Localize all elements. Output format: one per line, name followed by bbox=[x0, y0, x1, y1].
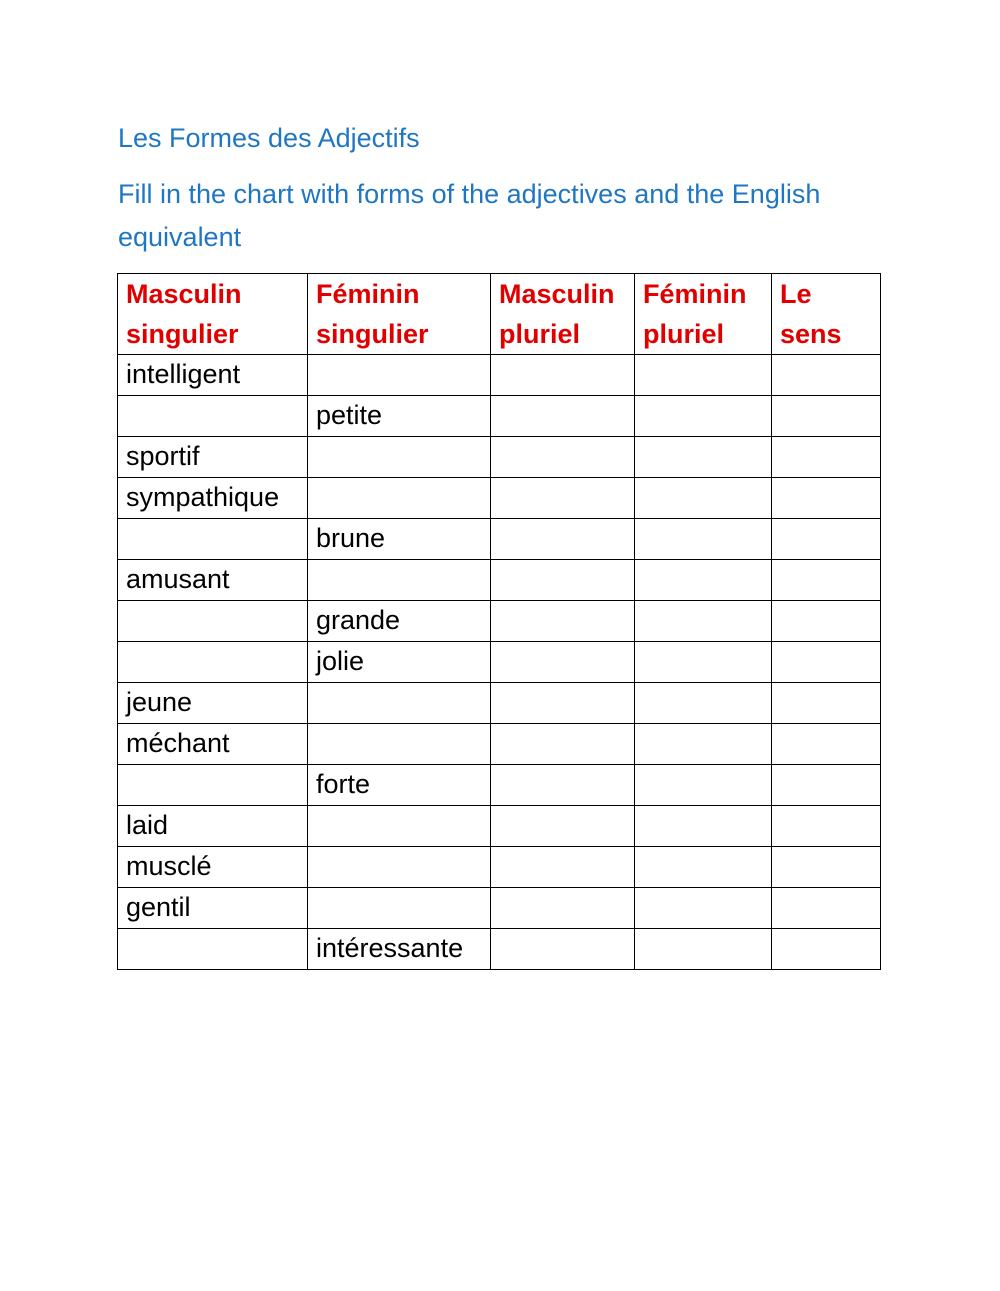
cell-masculin-singulier[interactable] bbox=[118, 519, 308, 560]
table-row bbox=[118, 642, 881, 683]
cell-feminin-singulier[interactable] bbox=[308, 806, 491, 847]
adjective-forms-table bbox=[117, 273, 881, 970]
cell-feminin-singulier: petite bbox=[308, 396, 491, 437]
cell-feminin-singulier[interactable] bbox=[308, 560, 491, 601]
cell-le-sens[interactable] bbox=[772, 601, 881, 642]
table-row bbox=[118, 765, 881, 806]
cell-feminin-pluriel[interactable] bbox=[635, 560, 772, 601]
cell-feminin-pluriel[interactable] bbox=[635, 396, 772, 437]
header-feminin-pluriel: Féminin pluriel bbox=[635, 274, 772, 355]
table-row bbox=[118, 478, 881, 519]
cell-masculin-pluriel[interactable] bbox=[491, 560, 635, 601]
cell-feminin-pluriel[interactable] bbox=[635, 888, 772, 929]
instructions-text: Fill in the chart with forms of the adjectives and the English equivalent bbox=[118, 179, 821, 252]
cell-masculin-singulier[interactable] bbox=[118, 765, 308, 806]
cell-masculin-singulier: méchant bbox=[118, 724, 308, 765]
table-row bbox=[118, 519, 881, 560]
table-row bbox=[118, 929, 881, 970]
cell-feminin-pluriel[interactable] bbox=[635, 765, 772, 806]
table-row bbox=[118, 437, 881, 478]
table-header-row bbox=[118, 274, 881, 355]
cell-le-sens[interactable] bbox=[772, 847, 881, 888]
cell-feminin-singulier: brune bbox=[308, 519, 491, 560]
cell-masculin-pluriel[interactable] bbox=[491, 847, 635, 888]
cell-masculin-singulier: sportif bbox=[118, 437, 308, 478]
table-row bbox=[118, 601, 881, 642]
cell-masculin-singulier: amusant bbox=[118, 560, 308, 601]
cell-le-sens[interactable] bbox=[772, 642, 881, 683]
cell-le-sens[interactable] bbox=[772, 478, 881, 519]
cell-feminin-singulier[interactable] bbox=[308, 888, 491, 929]
cell-feminin-singulier[interactable] bbox=[308, 437, 491, 478]
cell-le-sens[interactable] bbox=[772, 519, 881, 560]
cell-feminin-pluriel[interactable] bbox=[635, 519, 772, 560]
cell-le-sens[interactable] bbox=[772, 888, 881, 929]
cell-feminin-singulier[interactable] bbox=[308, 683, 491, 724]
header-le-sens: Le sens bbox=[772, 274, 881, 355]
header-masculin-singulier: Masculin singulier bbox=[118, 274, 308, 355]
cell-masculin-pluriel[interactable] bbox=[491, 888, 635, 929]
cell-feminin-singulier: jolie bbox=[308, 642, 491, 683]
cell-feminin-pluriel[interactable] bbox=[635, 437, 772, 478]
cell-feminin-singulier: intéressante bbox=[308, 929, 491, 970]
cell-masculin-pluriel[interactable] bbox=[491, 355, 635, 396]
cell-feminin-pluriel[interactable] bbox=[635, 806, 772, 847]
cell-feminin-pluriel[interactable] bbox=[635, 929, 772, 970]
cell-feminin-singulier[interactable] bbox=[308, 847, 491, 888]
cell-feminin-pluriel[interactable] bbox=[635, 355, 772, 396]
cell-feminin-pluriel[interactable] bbox=[635, 847, 772, 888]
cell-masculin-pluriel[interactable] bbox=[491, 642, 635, 683]
cell-masculin-singulier[interactable] bbox=[118, 396, 308, 437]
cell-feminin-singulier[interactable] bbox=[308, 355, 491, 396]
cell-masculin-pluriel[interactable] bbox=[491, 765, 635, 806]
cell-le-sens[interactable] bbox=[772, 683, 881, 724]
cell-masculin-singulier: laid bbox=[118, 806, 308, 847]
table-row bbox=[118, 355, 881, 396]
cell-feminin-pluriel[interactable] bbox=[635, 478, 772, 519]
header-feminin-singulier: Féminin singulier bbox=[308, 274, 491, 355]
cell-le-sens[interactable] bbox=[772, 560, 881, 601]
cell-feminin-pluriel[interactable] bbox=[635, 601, 772, 642]
cell-masculin-pluriel[interactable] bbox=[491, 601, 635, 642]
table-row bbox=[118, 560, 881, 601]
cell-feminin-singulier[interactable] bbox=[308, 724, 491, 765]
table-row bbox=[118, 724, 881, 765]
cell-masculin-singulier: musclé bbox=[118, 847, 308, 888]
cell-le-sens[interactable] bbox=[772, 765, 881, 806]
table-row bbox=[118, 683, 881, 724]
cell-masculin-pluriel[interactable] bbox=[491, 396, 635, 437]
table-row bbox=[118, 806, 881, 847]
cell-feminin-pluriel[interactable] bbox=[635, 724, 772, 765]
cell-le-sens[interactable] bbox=[772, 396, 881, 437]
table-row bbox=[118, 888, 881, 929]
page-title: Les Formes des Adjectifs bbox=[118, 123, 420, 153]
cell-masculin-singulier[interactable] bbox=[118, 929, 308, 970]
cell-feminin-pluriel[interactable] bbox=[635, 642, 772, 683]
cell-masculin-pluriel[interactable] bbox=[491, 683, 635, 724]
cell-le-sens[interactable] bbox=[772, 724, 881, 765]
table-row bbox=[118, 396, 881, 437]
cell-masculin-singulier[interactable] bbox=[118, 601, 308, 642]
table-row bbox=[118, 847, 881, 888]
cell-masculin-singulier[interactable] bbox=[118, 642, 308, 683]
cell-masculin-singulier: sympathique bbox=[118, 478, 308, 519]
cell-feminin-singulier: grande bbox=[308, 601, 491, 642]
cell-feminin-singulier[interactable] bbox=[308, 478, 491, 519]
cell-masculin-pluriel[interactable] bbox=[491, 929, 635, 970]
cell-masculin-singulier: intelligent bbox=[118, 355, 308, 396]
header-masculin-pluriel: Masculin pluriel bbox=[491, 274, 635, 355]
cell-le-sens[interactable] bbox=[772, 437, 881, 478]
cell-masculin-pluriel[interactable] bbox=[491, 437, 635, 478]
cell-masculin-pluriel[interactable] bbox=[491, 806, 635, 847]
cell-le-sens[interactable] bbox=[772, 929, 881, 970]
cell-masculin-singulier: jeune bbox=[118, 683, 308, 724]
cell-feminin-pluriel[interactable] bbox=[635, 683, 772, 724]
cell-masculin-pluriel[interactable] bbox=[491, 519, 635, 560]
cell-le-sens[interactable] bbox=[772, 806, 881, 847]
cell-feminin-singulier: forte bbox=[308, 765, 491, 806]
table-body bbox=[118, 355, 881, 970]
cell-masculin-pluriel[interactable] bbox=[491, 724, 635, 765]
cell-le-sens[interactable] bbox=[772, 355, 881, 396]
cell-masculin-singulier: gentil bbox=[118, 888, 308, 929]
cell-masculin-pluriel[interactable] bbox=[491, 478, 635, 519]
